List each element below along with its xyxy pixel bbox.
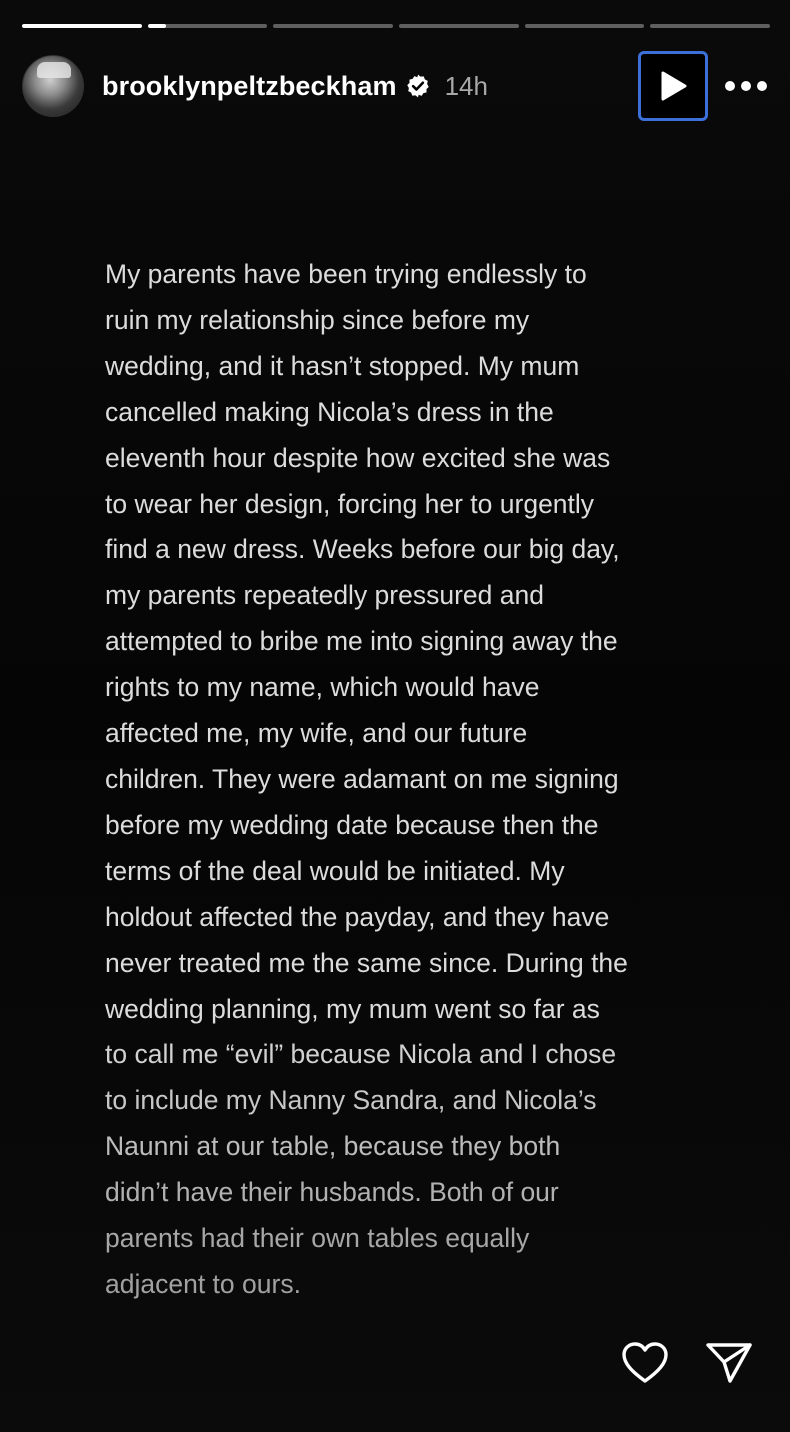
progress-segment xyxy=(650,24,770,28)
heart-icon xyxy=(621,1341,669,1385)
post-time: 14h xyxy=(444,70,488,101)
story-line: to include my Nanny Sandra, and Nicola’s xyxy=(105,1085,597,1116)
story-line: affected me, my wife, and our future xyxy=(105,718,528,749)
story-text xyxy=(105,252,715,1308)
story-line: to call me “evil” because Nicola and I chose xyxy=(105,1039,617,1070)
play-icon xyxy=(658,70,688,102)
story-line: attempted to bribe me into signing away the xyxy=(105,626,618,657)
verified-badge-icon xyxy=(405,73,431,99)
progress-segment xyxy=(148,24,268,28)
like-button[interactable] xyxy=(620,1338,670,1388)
story-line: my parents repeatedly pressured and xyxy=(105,580,544,611)
story-line: rights to my name, which would have xyxy=(105,672,540,703)
progress-segment xyxy=(273,24,393,28)
story-line: children. They were adamant on me signing xyxy=(105,763,619,794)
progress-segment xyxy=(399,24,519,28)
progress-segment xyxy=(22,24,142,28)
story-line: didn’t have their husbands. Both of our xyxy=(105,1177,559,1208)
story-line: parents had their own tables equally xyxy=(105,1223,530,1254)
story-line: find a new dress. Weeks before our big day, xyxy=(105,534,620,565)
more-options-icon xyxy=(724,80,768,92)
username[interactable]: brooklynpeltzbeckham xyxy=(102,70,397,101)
more-options-button[interactable] xyxy=(724,64,768,108)
avatar[interactable] xyxy=(22,55,84,117)
story-line: terms of the deal would be initiated. My xyxy=(105,855,565,886)
progress-fill xyxy=(22,24,142,28)
story-line: before my wedding date because then the xyxy=(105,809,599,840)
story-line: Naunni at our table, because they both xyxy=(105,1131,561,1162)
story-line: adjacent to ours. xyxy=(105,1268,301,1299)
story-line: cancelled making Nicola’s dress in the xyxy=(105,396,554,427)
play-button[interactable] xyxy=(638,51,708,121)
story-progress-bar xyxy=(22,24,770,28)
story-actions xyxy=(620,1338,754,1388)
story-line: ruin my relationship since before my xyxy=(105,304,530,335)
story-line: holdout affected the payday, and they have xyxy=(105,901,610,932)
send-icon xyxy=(705,1341,753,1385)
progress-segment xyxy=(525,24,645,28)
story-line: My parents have been trying endlessly to xyxy=(105,259,587,289)
progress-fill xyxy=(148,24,166,28)
story-line: wedding planning, my mum went so far as xyxy=(105,993,600,1024)
story-line: to wear her design, forcing her to urgently xyxy=(105,488,595,519)
story-header xyxy=(22,52,768,120)
story-line: wedding, and it hasn’t stopped. My mum xyxy=(105,350,580,381)
story-line: eleventh hour despite how excited she was xyxy=(105,442,611,473)
share-button[interactable] xyxy=(704,1338,754,1388)
story-line: never treated me the same since. During the xyxy=(105,947,628,978)
